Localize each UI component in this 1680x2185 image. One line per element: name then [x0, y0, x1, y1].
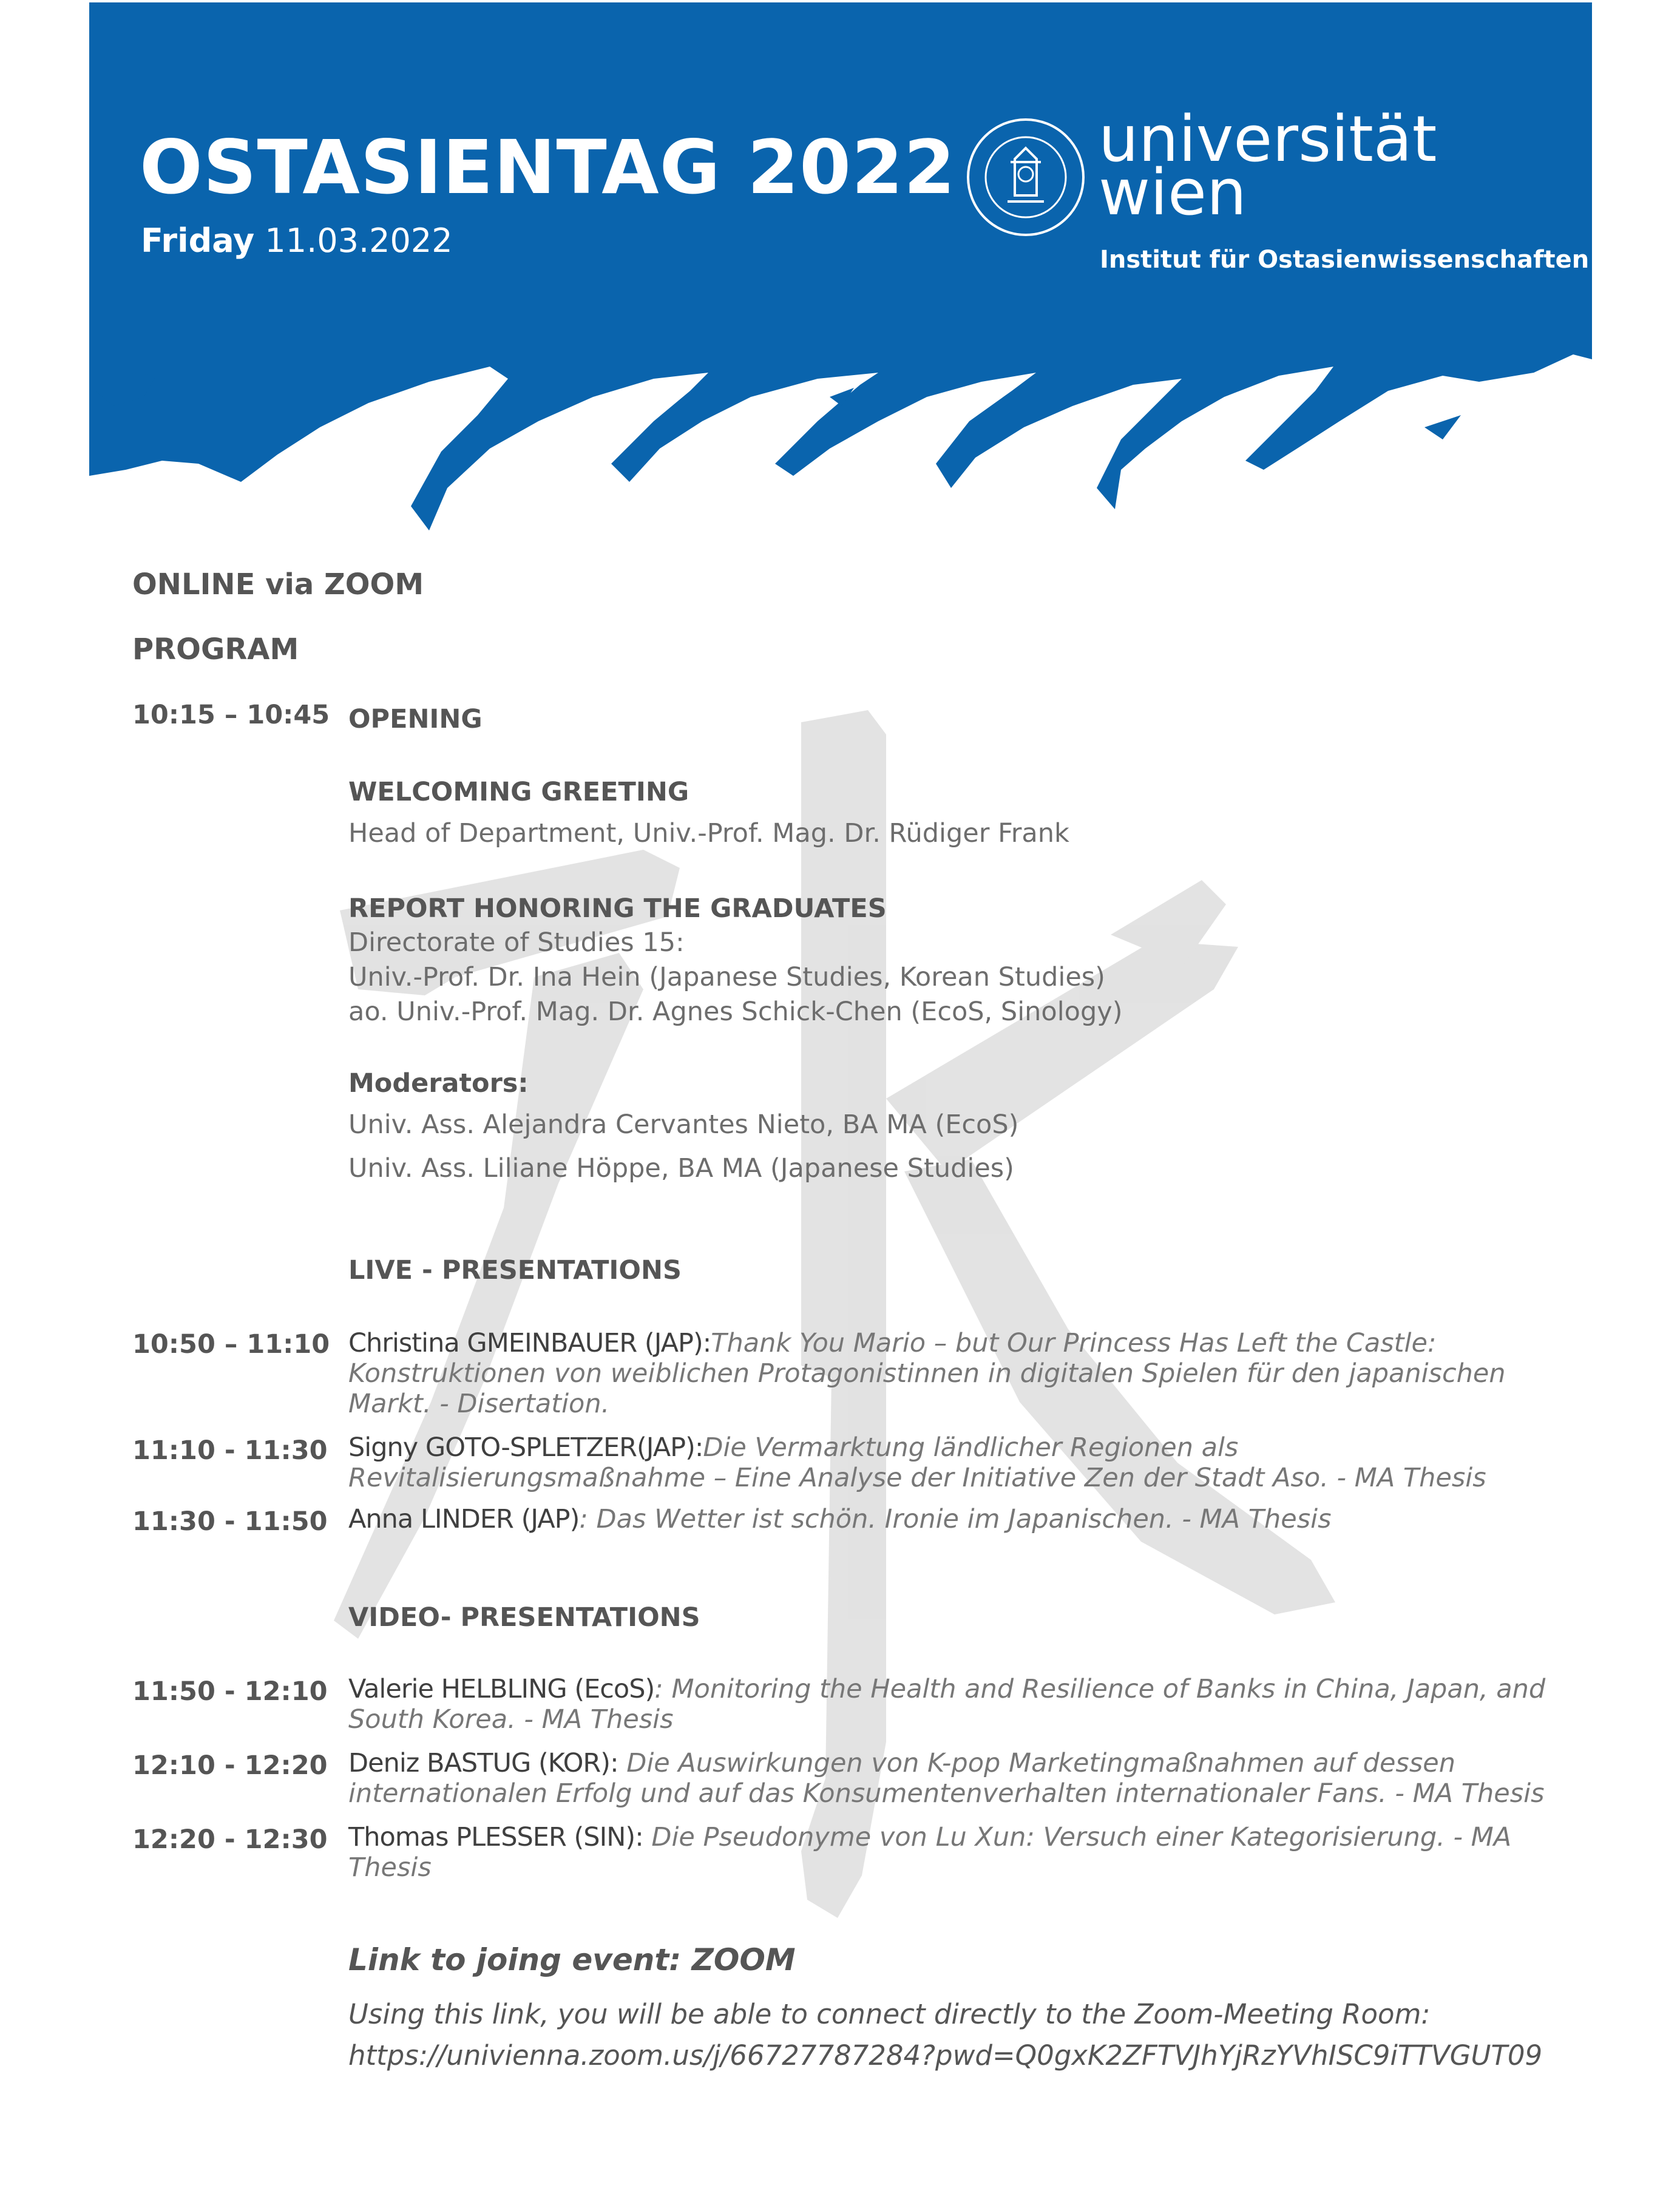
presentation-time: 11:30 - 11:50	[132, 1506, 328, 1537]
report-line: Directorate of Studies 15:	[348, 927, 685, 958]
presentation-time: 12:20 - 12:30	[132, 1824, 328, 1855]
presentation-entry	[348, 1328, 1550, 1419]
presenter-name: Thomas PLESSER (SIN):	[348, 1822, 643, 1852]
event-title: OSTASIENTAG 2022	[140, 124, 956, 211]
report-line: ao. Univ.-Prof. Mag. Dr. Agnes Schick-Chen (EcoS, Sinology)	[348, 997, 1123, 1027]
moderator-item: Univ. Ass. Alejandra Cervantes Nieto, BA MA (EcoS)	[348, 1109, 1019, 1140]
kanji-watermark	[303, 710, 1347, 1918]
program-heading: PROGRAM	[132, 632, 299, 666]
presenter-name: Christina GMEINBAUER (JAP):	[348, 1328, 711, 1358]
moderators-title: Moderators:	[348, 1068, 529, 1099]
institute-name: Institut für Ostasienwissenschaften	[1100, 246, 1590, 274]
presentation-topic: : Monitoring the Health and Resilience of Banks in China, Japan, and South Korea. - MA Thesis	[348, 1674, 1546, 1735]
zoom-link-url[interactable]: https://univienna.zoom.us/j/66727787284?pwd=Q0gxK2ZFTVJhYjRzYVhISC9iTTVGUT09	[348, 2039, 1543, 2072]
presentation-topic: Die Auswirkungen von K-pop Marketingmaßnahmen auf dessen internationalen Erfolg und auf das Konsumentenverhalten internationaler Fans. - MA Thesis	[348, 1748, 1545, 1809]
greeting-text: Head of Department, Univ.-Prof. Mag. Dr. Rüdiger Frank	[348, 818, 1069, 849]
opening-title: OPENING	[348, 704, 483, 734]
live-presentations-title: LIVE - PRESENTATIONS	[348, 1255, 682, 1286]
presenter-name: Anna LINDER (JAP)	[348, 1504, 580, 1534]
presentation-time: 11:50 - 12:10	[132, 1676, 328, 1707]
greeting-title: WELCOMING GREETING	[348, 777, 689, 807]
university-seal-logo	[965, 117, 1086, 238]
moderator-item: Univ. Ass. Liliane Höppe, BA MA (Japanese Studies)	[348, 1153, 1014, 1184]
university-name	[1099, 102, 1437, 229]
zoom-link-title: Link to joing event: ZOOM	[348, 1942, 796, 1977]
opening-time: 10:15 – 10:45	[132, 700, 330, 730]
event-date	[141, 222, 453, 260]
presentation-entry	[348, 1504, 1550, 1534]
presenter-name: Signy GOTO-SPLETZER(JAP):	[348, 1432, 703, 1463]
presentation-entry	[348, 1674, 1550, 1735]
video-presentations-title: VIDEO- PRESENTATIONS	[348, 1602, 700, 1633]
presentation-entry	[348, 1432, 1550, 1493]
presentation-topic: Die Vermarktung ländlicher Regionen als Revitalisierungsmaßnahme – Eine Analyse der Initiative Zen der Stadt Aso. - MA Thesis	[348, 1432, 1486, 1493]
presenter-name: Valerie HELBLING (EcoS)	[348, 1674, 655, 1704]
presentation-entry	[348, 1748, 1550, 1809]
event-day: Friday	[141, 222, 255, 260]
presentation-time: 11:10 - 11:30	[132, 1435, 328, 1466]
online-heading: ONLINE via ZOOM	[132, 567, 424, 601]
presentation-time: 12:10 - 12:20	[132, 1750, 328, 1781]
presentation-entry	[348, 1822, 1550, 1883]
presenter-name: Deniz BASTUG (KOR):	[348, 1748, 618, 1778]
presentation-topic: Die Pseudonyme von Lu Xun: Versuch einer Kategorisierung. - MA Thesis	[348, 1822, 1512, 1883]
presentation-topic: Thank You Mario – but Our Princess Has Left the Castle: Konstruktionen von weiblichen Protagonistinnen in digitalen Spielen für den japanischen Markt. - Disertation.	[348, 1328, 1506, 1419]
report-title: REPORT HONORING THE GRADUATES	[348, 893, 887, 924]
zoom-link-description: Using this link, you will be able to connect directly to the Zoom-Meeting Room:	[348, 1998, 1431, 2030]
university-name-line2: wien	[1099, 155, 1247, 229]
university-name-line1: universität	[1099, 102, 1437, 176]
event-date-value: 11.03.2022	[265, 222, 453, 260]
report-line: Univ.-Prof. Dr. Ina Hein (Japanese Studies, Korean Studies)	[348, 962, 1105, 992]
presentation-time: 10:50 – 11:10	[132, 1329, 330, 1360]
presentation-topic: : Das Wetter ist schön. Ironie im Japanischen. - MA Thesis	[579, 1504, 1332, 1534]
